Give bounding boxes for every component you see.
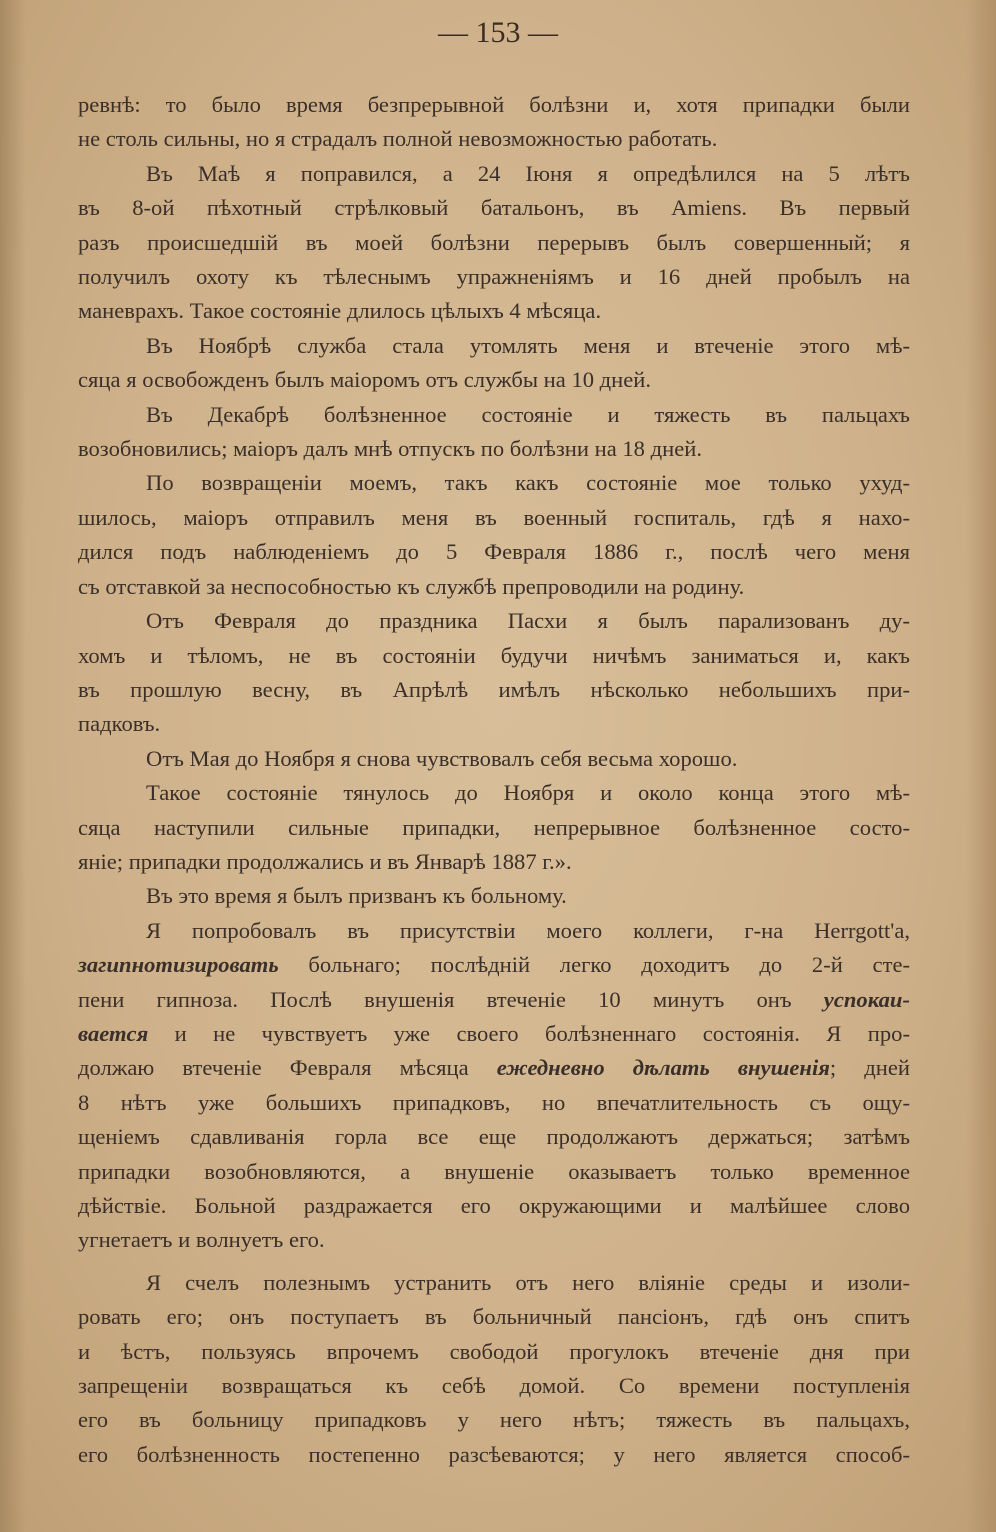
text-line: съ отставкой за неспособностью къ службѣ препроводили на родину. [78, 573, 745, 599]
page-number: — 153 — [438, 16, 558, 49]
text-line: угнетаетъ и волнуетъ его. [78, 1227, 325, 1253]
text-line: Отъ Февраля до праздника Пасхи я былъ парализованъ ду- [146, 608, 910, 634]
text-line: въ 8-ой пѣхотный стрѣлковый батальонъ, въ Amiens. Въ первый [78, 195, 910, 221]
text-line: сяца я освобожденъ былъ маіоромъ отъ службы на 10 дней. [78, 367, 652, 393]
text-line: дѣйствіе. Больной раздражается его окружающими и малѣйшее слово [78, 1193, 910, 1218]
text-line: 8 нѣтъ уже большихъ припадковъ, но впечатлительность съ ощу- [78, 1089, 910, 1115]
text-line: ровать его; онъ поступаетъ въ больничный пансіонъ, гдѣ онъ спитъ [78, 1304, 910, 1330]
emphasized-text: успокаи- [823, 986, 910, 1012]
text-line: маневрахъ. Такое состояніе длилось цѣлыхъ 4 мѣсяца. [78, 298, 602, 324]
text-line: получилъ охоту къ тѣлеснымъ упражненіямъ и 16 дней пробылъ на [78, 264, 910, 290]
page-edge-shadow-left [0, 0, 26, 1532]
text-line: возобновились; маіоръ далъ мнѣ отпускъ по болѣзни на 18 дней. [78, 436, 702, 462]
emphasized-text: ежедневно дѣлать внушенія [496, 1055, 830, 1081]
text-line: его болѣзненность постепенно разсѣеваются; у него является способ- [78, 1441, 910, 1467]
text-line: Въ Ноябрѣ служба стала утомлять меня и втеченіе этого мѣ- [146, 332, 910, 358]
text-line: Въ это время я былъ призванъ къ больному. [146, 883, 567, 909]
text-line: сяца наступили сильные припадки, непрерывное болѣзненное состо- [78, 814, 910, 840]
paragraph-gap [78, 1258, 910, 1266]
emphasized-text: загипнотизировать [78, 952, 279, 978]
text-line: въ прошлую весну, въ Апрѣлѣ имѣлъ нѣсколько небольшихъ при- [78, 676, 910, 702]
text-line: падковъ. [78, 711, 161, 737]
emphasized-text: вается [78, 1020, 149, 1046]
text-line: Въ Маѣ я поправился, а 24 Іюня я опредѣлился на 5 лѣтъ [146, 160, 910, 186]
text-line: должаю втеченіе Февраля мѣсяца ежедневно дѣлать внушенія; дней [78, 1055, 910, 1081]
text-line: припадки возобновляются, а внушеніе оказываетъ только временное [78, 1158, 910, 1184]
text-line: Отъ Мая до Ноября я снова чувствовалъ себя весьма хорошо. [146, 745, 738, 771]
text-line: Я счелъ полезнымъ устранить отъ него вліяніе среды и изоли- [146, 1269, 910, 1295]
text-line: загипнотизировать больнаго; послѣдній легко доходитъ до 2-й сте- [78, 952, 910, 978]
text-line: и ѣстъ, пользуясь впрочемъ свободой прогулокъ втеченіе дня при [78, 1338, 910, 1364]
text-line: пени гипноза. Послѣ внушенія втеченіе 10 минутъ онъ успокаи- [78, 986, 910, 1012]
text-line: щеніемъ сдавливанія горла все еще продолжаютъ держаться; затѣмъ [78, 1124, 910, 1150]
text-line: его въ больницу припадковъ у него нѣтъ; тяжесть въ пальцахъ, [78, 1407, 910, 1433]
text-line: Я попробовалъ въ присутствіи моего коллеги, г-на Herrgott'a, [146, 917, 910, 943]
text-line: запрещеніи возвращаться къ себѣ домой. Со времени поступленія [78, 1373, 910, 1399]
text-line: хомъ и тѣломъ, не въ состояніи будучи ничѣмъ заниматься и, какъ [78, 642, 910, 668]
text-line: разъ происшедшій въ моей болѣзни перерывъ былъ совершенный; я [78, 229, 910, 255]
text-line: яніе; припадки продолжались и въ Январѣ 1887 г.». [78, 848, 572, 874]
text-line: ревнѣ: то было время безпрерывной болѣзни и, хотя припадки были [78, 92, 910, 117]
text-line: шилось, маіоръ отправилъ меня въ военный госпиталь, гдѣ я нахо- [78, 504, 910, 530]
text-line: вается и не чувствуетъ уже своего болѣзненнаго состоянія. Я про- [78, 1020, 910, 1046]
page-body-text [78, 88, 910, 1472]
text-line: По возвращеніи моемъ, такъ какъ состояніе мое только ухуд- [146, 470, 910, 496]
text-line: дился подъ наблюденіемъ до 5 Февраля 1886 г., послѣ чего меня [78, 539, 910, 565]
page-edge-shadow-right [966, 0, 996, 1532]
text-line: Такое состояніе тянулось до Ноября и около конца этого мѣ- [146, 780, 910, 806]
text-line: не столь сильны, но я страдалъ полной невозможностью работать. [78, 126, 718, 152]
text-line: Въ Декабрѣ болѣзненное состояніе и тяжесть въ пальцахъ [146, 401, 910, 427]
